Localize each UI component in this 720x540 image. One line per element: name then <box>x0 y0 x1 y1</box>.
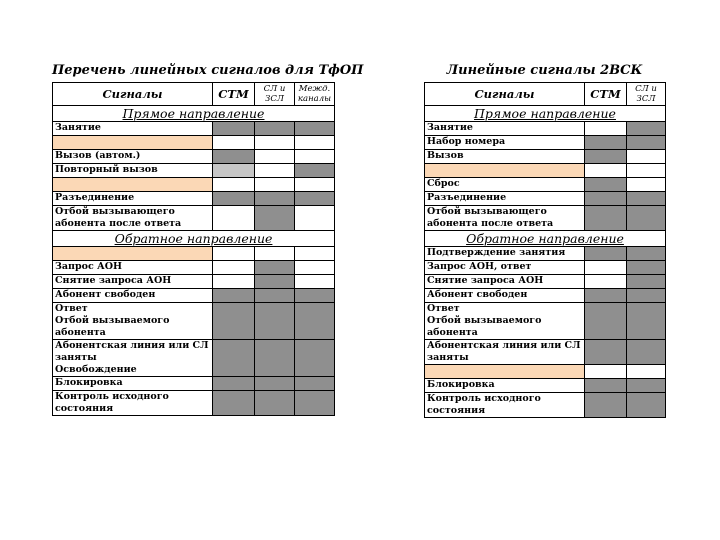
table-row <box>425 289 666 303</box>
signal-name-cell <box>425 365 585 379</box>
signal-cell <box>255 150 295 164</box>
signal-cell <box>295 122 335 136</box>
signal-name-cell <box>425 164 585 178</box>
signal-name-line: Ответ <box>427 303 460 314</box>
signal-cell <box>585 261 627 275</box>
signal-cell <box>213 178 255 192</box>
signal-name-cell <box>425 192 585 206</box>
signal-cell <box>627 136 666 150</box>
signal-name-line: Ответ <box>55 303 88 314</box>
signal-name-line: Вызов <box>427 150 464 161</box>
signal-cell <box>213 122 255 136</box>
signal-name-cell <box>53 340 213 377</box>
signal-name-line: Запрос АОН, ответ <box>427 261 532 272</box>
signal-cell <box>295 275 335 289</box>
header-row <box>425 83 666 106</box>
signal-name-line: Разъединение <box>55 192 135 203</box>
column-header: СТМ <box>213 83 255 106</box>
signal-cell <box>255 206 295 231</box>
signal-name-line: Снятие запроса АОН <box>427 275 544 286</box>
table-row <box>53 122 335 136</box>
signal-name-line: состояния <box>427 405 486 416</box>
signal-name-line: заняты <box>427 352 469 363</box>
table-row <box>425 136 666 150</box>
table-row <box>53 261 335 275</box>
signal-cell <box>585 150 627 164</box>
signal-name-cell <box>53 192 213 206</box>
signal-cell <box>585 365 627 379</box>
signal-cell <box>627 192 666 206</box>
right-signal-table <box>424 82 666 418</box>
signal-name-cell <box>53 289 213 303</box>
table-row <box>425 275 666 289</box>
signal-name-cell <box>53 247 213 261</box>
signal-name-cell <box>425 136 585 150</box>
signal-cell <box>255 391 295 416</box>
signal-cell <box>627 178 666 192</box>
signal-name-line: Отбой вызывающего <box>55 206 175 217</box>
section-title: Обратное направление <box>53 231 335 247</box>
table-row <box>53 206 335 231</box>
signal-cell <box>255 247 295 261</box>
signal-name-line: Освобождение <box>55 364 137 375</box>
signal-cell <box>213 289 255 303</box>
signal-name-line: заняты <box>55 352 97 363</box>
table-row <box>53 275 335 289</box>
signal-cell <box>295 289 335 303</box>
signal-cell <box>627 275 666 289</box>
column-header: Сигналы <box>425 83 585 106</box>
signal-cell <box>585 206 627 231</box>
signal-name-line: Блокировка <box>55 377 123 388</box>
table-row <box>425 150 666 164</box>
signal-name-line: Набор номера <box>427 136 506 147</box>
table-row <box>53 377 335 391</box>
signal-name-line: абонента <box>55 327 106 338</box>
signal-cell <box>295 377 335 391</box>
signal-name-line: Занятие <box>55 122 101 133</box>
signal-name-cell <box>425 122 585 136</box>
signal-cell <box>585 122 627 136</box>
column-header: СЛ и ЗСЛ <box>255 83 295 106</box>
signal-name-line: Вызов (автом.) <box>55 150 141 161</box>
signal-name-line: Подтверждение занятия <box>427 247 566 258</box>
signal-name-line: Абонентская линия или СЛ <box>427 340 581 351</box>
signal-name-cell <box>53 150 213 164</box>
signal-name-line: Блокировка <box>427 379 495 390</box>
signal-cell <box>213 275 255 289</box>
signal-name-cell <box>53 178 213 192</box>
table-row <box>425 303 666 340</box>
signal-cell <box>213 136 255 150</box>
signal-name-cell <box>53 261 213 275</box>
signal-name-cell <box>53 391 213 416</box>
signal-cell <box>585 247 627 261</box>
signal-cell <box>295 247 335 261</box>
signal-cell <box>213 391 255 416</box>
table-row <box>425 365 666 379</box>
signal-name-cell <box>425 247 585 261</box>
left-signal-panel <box>52 62 364 416</box>
signal-cell <box>255 136 295 150</box>
signal-name-cell <box>53 275 213 289</box>
signal-name-cell <box>53 303 213 340</box>
table-row <box>425 379 666 393</box>
signal-cell <box>255 289 295 303</box>
signal-cell <box>295 136 335 150</box>
signal-cell <box>213 150 255 164</box>
signal-cell <box>213 377 255 391</box>
signal-cell <box>255 164 295 178</box>
signal-cell <box>255 192 295 206</box>
signal-name-cell <box>425 303 585 340</box>
signal-cell <box>627 365 666 379</box>
signal-name-line: абонента после ответа <box>55 218 182 229</box>
table-row <box>53 303 335 340</box>
table-row <box>53 340 335 377</box>
signal-cell <box>627 261 666 275</box>
signal-name-cell <box>425 289 585 303</box>
signal-cell <box>295 150 335 164</box>
signal-cell <box>295 261 335 275</box>
signal-name-line: Контроль исходного <box>427 393 541 404</box>
signal-name-cell <box>53 377 213 391</box>
signal-name-line: Абонент свободен <box>55 289 156 300</box>
signal-cell <box>213 247 255 261</box>
signal-name-cell <box>425 178 585 192</box>
signal-name-line: Отбой вызываемого <box>427 315 542 326</box>
signal-name-cell <box>53 122 213 136</box>
section-row <box>53 106 335 122</box>
signal-cell <box>255 275 295 289</box>
table-row <box>53 289 335 303</box>
column-header: Сигналы <box>53 83 213 106</box>
signal-cell <box>255 261 295 275</box>
signal-cell <box>255 377 295 391</box>
signal-cell <box>295 178 335 192</box>
signal-cell <box>627 379 666 393</box>
signal-cell <box>627 303 666 340</box>
right-signal-panel <box>424 62 665 418</box>
signal-cell <box>295 164 335 178</box>
table-row <box>425 164 666 178</box>
signal-cell <box>213 164 255 178</box>
signal-cell <box>213 340 255 377</box>
table-row <box>53 192 335 206</box>
column-header: Межд. каналы <box>295 83 335 106</box>
section-title: Прямое направление <box>425 106 666 122</box>
signal-name-line: Занятие <box>427 122 473 133</box>
table-row <box>425 340 666 365</box>
signal-cell <box>585 340 627 365</box>
section-row <box>425 106 666 122</box>
signal-cell <box>295 303 335 340</box>
table-row <box>53 164 335 178</box>
signal-cell <box>585 303 627 340</box>
signal-name-line: Отбой вызывающего <box>427 206 547 217</box>
signal-cell <box>255 122 295 136</box>
signal-cell <box>295 340 335 377</box>
signal-name-line: Разъединение <box>427 192 507 203</box>
table-row <box>53 136 335 150</box>
signal-cell <box>585 192 627 206</box>
table-row <box>425 261 666 275</box>
signal-cell <box>627 150 666 164</box>
signal-name-cell <box>425 275 585 289</box>
signal-name-cell <box>425 206 585 231</box>
signal-name-cell <box>425 340 585 365</box>
table-row <box>425 247 666 261</box>
column-header: СЛ и ЗСЛ <box>627 83 666 106</box>
signal-name-cell <box>425 150 585 164</box>
signal-name-line: Запрос АОН <box>55 261 123 272</box>
signal-name-cell <box>425 261 585 275</box>
signal-cell <box>585 136 627 150</box>
signal-cell <box>213 206 255 231</box>
signal-name-cell <box>53 206 213 231</box>
signal-cell <box>213 192 255 206</box>
table-row <box>425 206 666 231</box>
table-row <box>53 150 335 164</box>
signal-name-line: абонента <box>427 327 478 338</box>
signal-name-cell <box>425 379 585 393</box>
signal-cell <box>255 340 295 377</box>
signal-name-line: Отбой вызываемого <box>55 315 170 326</box>
signal-cell <box>295 391 335 416</box>
header-row <box>53 83 335 106</box>
signal-cell <box>295 206 335 231</box>
signal-cell <box>295 192 335 206</box>
signal-cell <box>627 164 666 178</box>
section-title: Прямое направление <box>53 106 335 122</box>
signal-name-cell <box>53 164 213 178</box>
right-panel-title: Линейные сигналы 2ВСК <box>446 63 643 78</box>
signal-cell <box>585 275 627 289</box>
table-row <box>425 122 666 136</box>
left-signal-table <box>52 82 335 416</box>
table-row <box>425 192 666 206</box>
signal-cell <box>585 393 627 418</box>
signal-cell <box>213 303 255 340</box>
signal-cell <box>627 393 666 418</box>
signal-name-line: абонента после ответа <box>427 218 554 229</box>
table-row <box>425 393 666 418</box>
signal-cell <box>627 206 666 231</box>
section-row <box>53 231 335 247</box>
table-row <box>425 178 666 192</box>
signal-cell <box>213 261 255 275</box>
section-title: Обратное направление <box>425 231 666 247</box>
signal-cell <box>255 178 295 192</box>
signal-name-line: Снятие запроса АОН <box>55 275 172 286</box>
signal-name-cell <box>53 136 213 150</box>
signal-name-cell <box>425 393 585 418</box>
signal-name-line: Повторный вызов <box>55 164 158 175</box>
signal-cell <box>585 178 627 192</box>
table-row <box>53 391 335 416</box>
table-row <box>53 247 335 261</box>
signal-name-line: состояния <box>55 403 114 414</box>
signal-cell <box>255 303 295 340</box>
signal-cell <box>627 247 666 261</box>
signal-name-line: Контроль исходного <box>55 391 169 402</box>
signal-cell <box>627 122 666 136</box>
signal-cell <box>627 289 666 303</box>
section-row <box>425 231 666 247</box>
left-panel-title: Перечень линейных сигналов для ТфОП <box>52 63 364 78</box>
signal-cell <box>585 289 627 303</box>
signal-cell <box>627 340 666 365</box>
signal-name-line: Сброс <box>427 178 460 189</box>
signal-cell <box>585 379 627 393</box>
signal-cell <box>585 164 627 178</box>
table-row <box>53 178 335 192</box>
signal-name-line: Абонент свободен <box>427 289 528 300</box>
column-header: СТМ <box>585 83 627 106</box>
signal-name-line: Абонентская линия или СЛ <box>55 340 209 351</box>
